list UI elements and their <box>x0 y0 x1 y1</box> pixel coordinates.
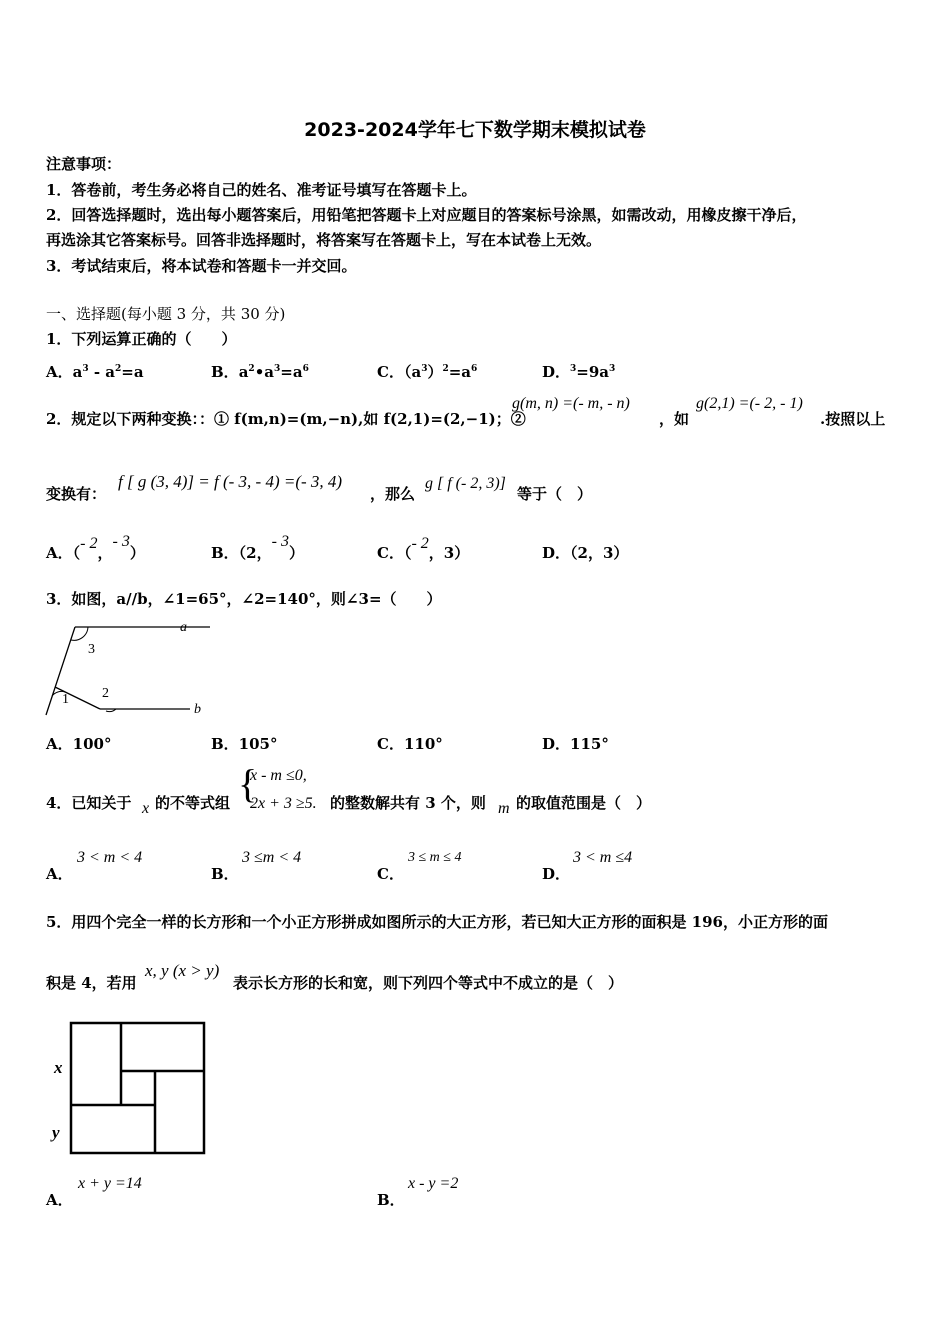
small-square <box>121 1071 155 1105</box>
q4-option-d: 3 < m ≤4 <box>573 849 633 866</box>
q4-option-c: 3 ≤ m ≤ 4 <box>408 850 462 865</box>
q4-option-a: 3 < m < 4 <box>77 849 143 866</box>
big-square <box>71 1023 204 1153</box>
q2-stem-part: .按照以上 <box>820 410 886 428</box>
label-2: 2 <box>102 686 109 701</box>
q2-math: g(2,1) =(- 2, - 1) <box>696 395 803 412</box>
q1-option-a: A．$a^3 - a^2=a$ <box>46 363 144 381</box>
q4-var-m: m <box>498 800 510 817</box>
q5-option-b-label: B． <box>377 1191 405 1209</box>
q4-stem-part: 的取值范围是（ ） <box>516 794 652 812</box>
q4-option-a-label: A． <box>46 865 73 883</box>
q2-math: g(m, n) =(- m, - n) <box>512 395 630 412</box>
q5-option-b: x - y =2 <box>408 1175 459 1192</box>
q2-option-d: D．（2，3） <box>542 544 629 562</box>
label-y: y <box>52 1123 60 1142</box>
q2-math: f [ g (3, 4)] = f (- 3, - 4) =(- 3, 4) <box>118 472 343 491</box>
angle-3-arc <box>71 627 88 640</box>
q2-stem-part: ，如 <box>659 410 690 428</box>
q2-stem-part: ，那么 <box>370 485 416 503</box>
transversal-left <box>46 627 75 715</box>
q3-stem: 3．如图，a//b，∠1=65°，∠2=140°，则∠3=（ ） <box>46 590 442 608</box>
q4-stem-part: 4．已知关于 <box>46 794 132 812</box>
notice-item: 再选涂其它答案标号。回答非选择题时，将答案写在答题卡上，写在本试卷上无效。 <box>46 231 602 249</box>
q3-figure <box>40 615 210 720</box>
notice-item: 2．回答选择题时，选出每小题答案后，用铅笔把答题卡上对应题目的答案标号涂黑，如需改动，用橡皮擦干净后， <box>46 206 807 224</box>
q2-math: g [ f (- 2, 3)] <box>425 475 506 492</box>
q5-option-a: x + y =14 <box>78 1175 142 1192</box>
notice-item: 3．考试结束后，将本试卷和答题卡一并交回。 <box>46 257 357 275</box>
q4-system-line: 2x + 3 ≥5. <box>250 795 317 812</box>
label-b: b <box>194 702 201 717</box>
q5-math: x, y (x > y) <box>145 961 220 980</box>
q5-figure <box>48 1018 213 1163</box>
q5-stem-part: 表示长方形的长和宽，则下列四个等式中不成立的是（ ） <box>233 974 624 992</box>
q3-option-c: C．110° <box>377 735 443 753</box>
label-a: a <box>180 620 187 635</box>
q1-option-c: C．$(a^3)^2=a^6$ <box>377 363 478 381</box>
q4-var-x: x <box>142 800 150 817</box>
q4-system-line: x - m ≤0, <box>250 767 307 784</box>
q4-stem-part: 的整数解共有 3 个，则 <box>330 794 486 812</box>
q2-stem-part: 变换有： <box>46 485 107 503</box>
label-3: 3 <box>88 642 95 657</box>
q3-option-d: D．115° <box>542 735 609 753</box>
q2-stem-part: 等于（ ） <box>517 485 593 503</box>
notice-heading: 注意事项： <box>46 155 122 173</box>
q1-option-b: B．$a^2•a^3=a^6$ <box>211 363 309 381</box>
q3-option-a: A．100° <box>46 735 112 753</box>
q4-option-c-label: C． <box>377 865 404 883</box>
page-title: 2023-2024学年七下数学期末模拟试卷 <box>304 119 646 141</box>
section-heading: 一、选择题(每小题 3 分，共 30 分) <box>46 305 286 323</box>
label-1: 1 <box>62 692 69 707</box>
q4-stem-part: 的不等式组 <box>155 794 231 812</box>
label-x: x <box>54 1058 63 1077</box>
q2-option-c: C．（- 2，3） <box>377 535 470 562</box>
q2-option-b: B．（2，- 3） <box>211 533 304 562</box>
q1-option-d: D．$^3=9a^3$ <box>542 363 616 381</box>
q4-option-b: 3 ≤m < 4 <box>242 849 302 866</box>
q2-option-a: A．（- 2，- 3） <box>46 533 145 562</box>
q2-stem-part: 2．规定以下两种变换：：① f(m,n)=(m,−n),如 f(2,1)=(2,−1)；② <box>46 410 526 428</box>
q1-stem: 1．下列运算正确的（ ） <box>46 330 237 348</box>
q4-option-b-label: B． <box>211 865 239 883</box>
q4-option-d-label: D． <box>542 865 571 883</box>
q5-option-a-label: A． <box>46 1191 73 1209</box>
q4-brace: { <box>238 761 258 806</box>
q5-stem-line: 5．用四个完全一样的长方形和一个小正方形拼成如图所示的大正方形，若已知大正方形的面积是 196，小正方形的面 <box>46 913 828 931</box>
q5-stem-part: 积是 4，若用 <box>46 974 137 992</box>
q3-option-b: B．105° <box>211 735 278 753</box>
notice-item: 1．答卷前，考生务必将自己的姓名、准考证号填写在答题卡上。 <box>46 181 477 199</box>
